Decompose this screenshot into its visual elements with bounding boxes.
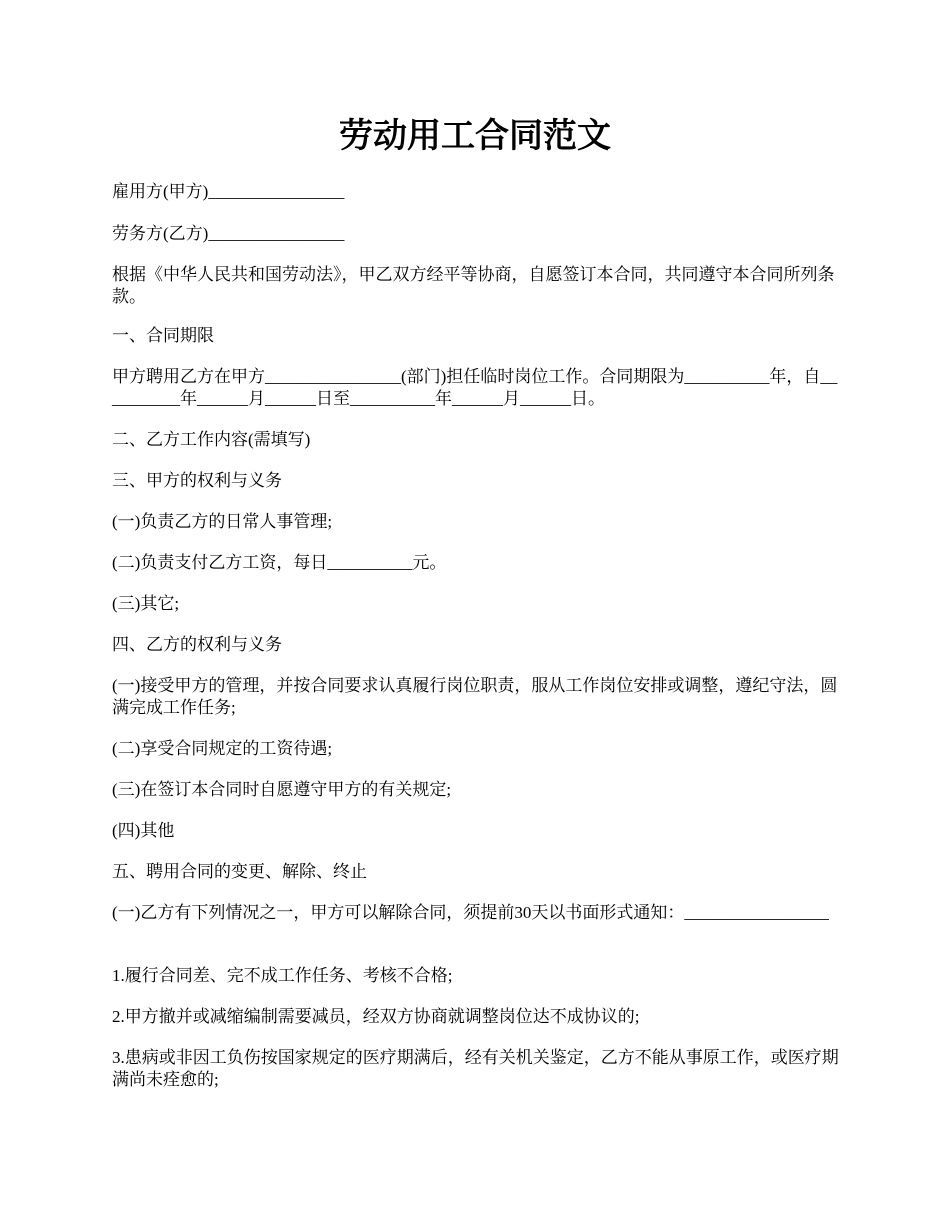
section-heading-employee-rights: 四、乙方的权利与义务: [112, 635, 282, 654]
document-title: 劳动用工合同范文: [339, 116, 611, 156]
section-heading-employer-rights: 三、甲方的权利与义务: [112, 471, 282, 490]
section-heading-term: 一、合同期限: [112, 326, 214, 345]
termination-item-3: 3.患病或非因工负伤按国家规定的医疗期满后，经有关机关鉴定，乙方不能从事原工作，或医疗期满尚未痊愈的;: [112, 1048, 839, 1089]
term-paragraph: 甲方聘用乙方在甲方________________(部门)担任临时岗位工作。合同期限为__________年，自__________年______月______日至__________年______月______日。: [112, 367, 838, 408]
employee-clause-4: (四)其他: [112, 821, 175, 840]
employee-line: 劳务方(乙方)________________: [112, 224, 345, 243]
employer-clause-2: (二)负责支付乙方工资，每日__________元。: [112, 553, 447, 572]
employee-clause-1: (一)接受甲方的管理，并按合同要求认真履行岗位职责，服从工作岗位安排或调整，遵纪守法，圆满完成工作任务;: [112, 676, 838, 717]
employer-line: 雇用方(甲方)________________: [112, 182, 345, 201]
section-heading-work-content: 二、乙方工作内容(需填写): [112, 430, 311, 449]
employer-clause-1: (一)负责乙方的日常人事管理;: [112, 512, 333, 531]
employee-clause-2: (二)享受合同规定的工资待遇;: [112, 739, 333, 758]
termination-item-2: 2.甲方撤并或减缩编制需要减员，经双方协商就调整岗位达不成协议的;: [112, 1007, 640, 1026]
preamble-paragraph: 根据《中华人民共和国劳动法》，甲乙双方经平等协商，自愿签订本合同，共同遵守本合同所列条款。: [112, 265, 835, 306]
employer-clause-3: (三)其它;: [112, 594, 180, 613]
termination-clause-1: (一)乙方有下列情况之一，甲方可以解除合同，须提前30天以书面形式通知：_________________: [112, 903, 829, 922]
employee-clause-3: (三)在签订本合同时自愿遵守甲方的有关规定;: [112, 780, 452, 799]
termination-item-1: 1.履行合同差、完不成工作任务、考核不合格;: [112, 966, 453, 985]
section-heading-change-termination: 五、聘用合同的变更、解除、终止: [112, 862, 367, 881]
